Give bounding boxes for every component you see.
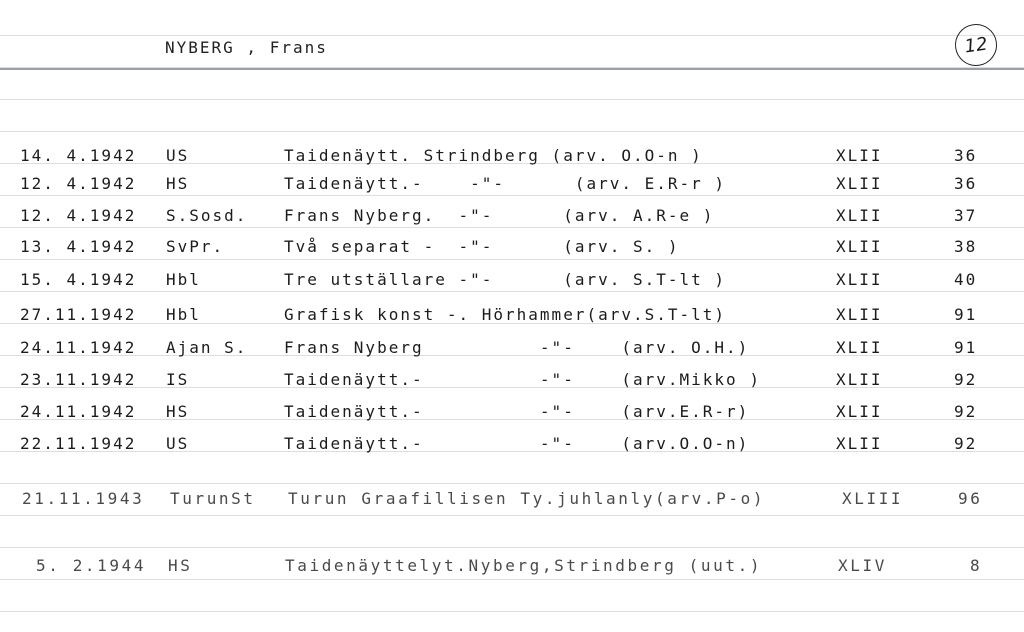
entry-title: Taidenäytt.- -"- (arv.Mikko ): [284, 370, 761, 389]
entry-page: 36: [954, 174, 978, 193]
entry-paper: Ajan S.: [166, 338, 248, 357]
entry-volume: XLII: [836, 174, 883, 193]
entry-date: 24.11.1942: [20, 402, 137, 421]
entry-volume: XLII: [836, 270, 883, 289]
entry-row: [0, 434, 1024, 460]
entry-paper: US: [166, 434, 190, 453]
entry-date: 5. 2.1944: [36, 556, 147, 575]
entry-page: 92: [954, 370, 978, 389]
entry-paper: Hbl: [166, 305, 201, 324]
entry-paper: HS: [168, 556, 193, 575]
entry-page: 40: [954, 270, 978, 289]
entry-title: Frans Nyberg. -"- (arv. A.R-e ): [284, 206, 715, 225]
header-rule: [0, 68, 1024, 70]
entry-date: 15. 4.1942: [20, 270, 137, 289]
entry-row: [0, 146, 1024, 172]
entry-paper: IS: [166, 370, 190, 389]
entry-title: Frans Nyberg -"- (arv. O.H.): [284, 338, 750, 357]
entry-paper: TurunSt: [170, 489, 256, 508]
entry-title: Taidenäyttelyt.Nyberg,Strindberg (uut.): [285, 556, 763, 575]
entry-date: 24.11.1942: [20, 338, 137, 357]
entry-row: [0, 489, 1024, 515]
entry-row: [0, 174, 1024, 200]
entry-date: 23.11.1942: [20, 370, 137, 389]
entry-title: Turun Graafillisen Ty.juhlanly(arv.P-o): [288, 489, 766, 508]
entry-volume: XLIV: [838, 556, 887, 575]
entry-page: 96: [958, 489, 983, 508]
entry-title: Taidenäytt.- -"- (arv.E.R-r): [284, 402, 750, 421]
entry-paper: HS: [166, 402, 190, 421]
entry-paper: US: [166, 146, 190, 165]
entry-date: 27.11.1942: [20, 305, 137, 324]
entry-date: 13. 4.1942: [20, 237, 137, 256]
entry-page: 92: [954, 434, 978, 453]
entry-volume: XLII: [836, 370, 883, 389]
entry-page: 92: [954, 402, 978, 421]
entry-row: [0, 370, 1024, 396]
entry-row: [0, 402, 1024, 428]
entry-title: Taidenäytt.- -"- (arv.O.O-n): [284, 434, 750, 453]
entry-page: 37: [954, 206, 978, 225]
entry-paper: S.Sosd.: [166, 206, 248, 225]
entry-paper: SvPr.: [166, 237, 225, 256]
entry-row: [0, 237, 1024, 263]
entry-date: 12. 4.1942: [20, 174, 137, 193]
entry-volume: XLII: [836, 434, 883, 453]
entry-date: 14. 4.1942: [20, 146, 137, 165]
entry-row: [0, 338, 1024, 364]
entry-date: 22.11.1942: [20, 434, 137, 453]
entry-paper: Hbl: [166, 270, 201, 289]
entry-row: [0, 270, 1024, 296]
entry-volume: XLII: [836, 305, 883, 324]
card-number-circled: 12: [952, 21, 999, 68]
entry-volume: XLII: [836, 206, 883, 225]
entry-paper: HS: [166, 174, 190, 193]
entry-row: [0, 206, 1024, 232]
entry-page: 91: [954, 305, 978, 324]
entry-title: Grafisk konst -. Hörhammer(arv.S.T-lt): [284, 305, 727, 324]
entry-volume: XLII: [836, 146, 883, 165]
entry-volume: XLIII: [842, 489, 904, 508]
entry-page: 8: [970, 556, 983, 575]
entry-volume: XLII: [836, 338, 883, 357]
entry-title: Taidenäytt.- -"- (arv. E.R-r ): [284, 174, 727, 193]
card-heading-name: NYBERG , Frans: [165, 38, 328, 57]
entry-page: 91: [954, 338, 978, 357]
entry-title: Tre utställare -"- (arv. S.T-lt ): [284, 270, 727, 289]
entry-volume: XLII: [836, 237, 883, 256]
entry-page: 38: [954, 237, 978, 256]
entry-row: [0, 305, 1024, 331]
entry-date: 21.11.1943: [22, 489, 145, 508]
entry-date: 12. 4.1942: [20, 206, 137, 225]
entry-title: Taidenäytt. Strindberg (arv. O.O-n ): [284, 146, 703, 165]
entry-row: [0, 556, 1024, 582]
entry-page: 36: [954, 146, 978, 165]
entry-volume: XLII: [836, 402, 883, 421]
entry-title: Två separat - -"- (arv. S. ): [284, 237, 680, 256]
